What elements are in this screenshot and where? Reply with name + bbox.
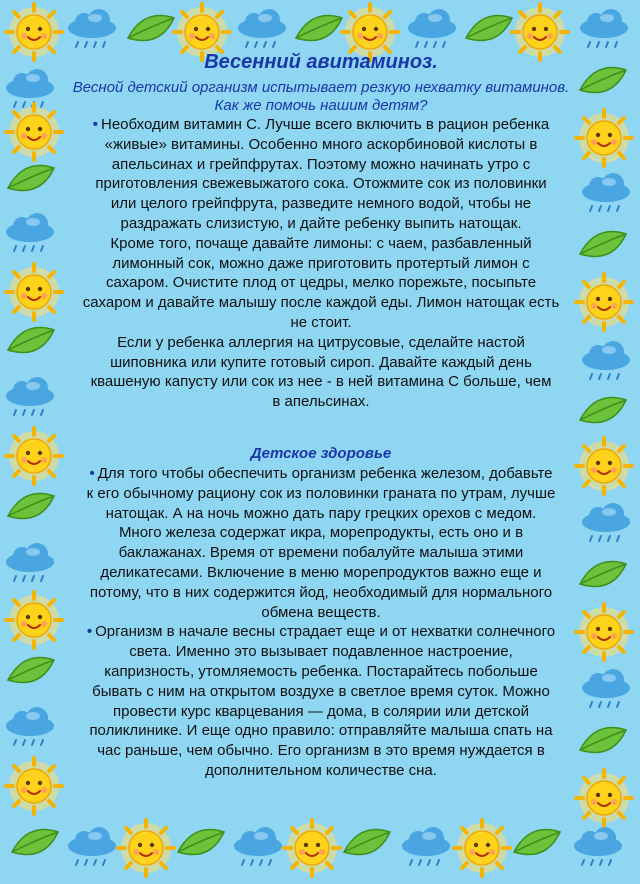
- leaf-icon: [128, 16, 174, 41]
- paragraph-line: дополнительном количестве сна.: [205, 761, 437, 779]
- paragraph-line: поликлинике. И еще одно правило: отправляйте малыша спать на: [89, 722, 553, 740]
- leaf-icon: [466, 16, 512, 41]
- paragraph-line: бывать с ним на открытом воздухе в светлое время суток. Можно: [92, 682, 550, 700]
- paragraph-line: час раньше, чем обычно. Его организм в это время нуждается в: [97, 742, 545, 760]
- rain-cloud-icon: [6, 213, 54, 251]
- paragraph-line: шиповника или купите готовый сироп. Давайте каждый день: [110, 353, 532, 371]
- rain-cloud-icon: [6, 543, 54, 581]
- rain-cloud-icon: [68, 9, 116, 47]
- paragraph-line: света. Именно это вызывает подавленное настроение,: [129, 643, 513, 661]
- leaf-icon: [344, 830, 390, 855]
- rain-cloud-icon: [574, 827, 622, 865]
- bullet-marker: •: [92, 116, 98, 133]
- leaf-icon: [8, 494, 54, 519]
- paragraph-line: Много железа содержат икра, морепродукты, есть оно и в: [118, 524, 524, 542]
- rain-cloud-icon: [234, 827, 282, 865]
- rain-cloud-icon: [408, 9, 456, 47]
- paragraph-line: сахаром и давайте малышу после каждой еды. Лимон натощак есть: [82, 294, 560, 312]
- leaf-icon: [8, 328, 54, 353]
- paragraph-line: к его обычному рациону сок из половинки граната по утрам, лучше: [86, 484, 556, 502]
- paragraph-line: Если у ребенка аллергия на цитрусовые, сделайте настой: [117, 333, 525, 351]
- sun-icon: [118, 820, 174, 876]
- paragraph-line: деликатесами. Включение в меню морепродуктов важно еще и: [100, 563, 542, 581]
- leaf-icon: [12, 830, 58, 855]
- leaf-icon: [514, 830, 560, 855]
- intro-line: Весной детский организм испытывает резкую нехватку витаминов.: [72, 79, 570, 96]
- paragraph-text: Для того чтобы обеспечить организм ребенка железом, добавьте: [97, 464, 553, 482]
- leaf-icon: [8, 658, 54, 683]
- sun-icon: [284, 820, 340, 876]
- paragraph-line: [54, 115, 588, 135]
- section-sunlight: [54, 622, 588, 780]
- paragraph-line: квашеную капусту или сок из нее - в ней витамина С больше, чем: [90, 373, 552, 391]
- paragraph-line: апельсинах и грейпфрутах. Поэтому можно начинать утро с: [111, 155, 531, 173]
- bullet-marker: •: [89, 464, 95, 482]
- paragraph-text: Организм в начале весны страдает еще и от нехватки солнечного: [95, 623, 556, 641]
- section-heading: Детское здоровье: [250, 444, 392, 462]
- rain-cloud-icon: [68, 827, 116, 865]
- rain-cloud-icon: [582, 503, 630, 541]
- intro-question: Как же помочь нашим детям?: [214, 97, 428, 114]
- paragraph-line: потому, что в них содержится йод, необходимый для нормального: [89, 583, 553, 601]
- paragraph-line: провести курс кварцевания — дома, в солярии или детской: [113, 702, 529, 720]
- paragraph-line: [54, 464, 588, 484]
- leaf-icon: [296, 16, 342, 41]
- rain-cloud-icon: [402, 827, 450, 865]
- paragraph-line: раздражать слизистую, и дайте ребенку выпить натощак.: [120, 214, 522, 232]
- rain-cloud-icon: [6, 377, 54, 415]
- rain-cloud-icon: [580, 9, 628, 47]
- article: [54, 50, 588, 781]
- page-title: Весенний авитаминоз.: [204, 51, 438, 73]
- leaf-icon: [178, 830, 224, 855]
- rain-cloud-icon: [238, 9, 286, 47]
- paragraph-line: в апельсинах.: [272, 393, 370, 411]
- section-vitamin-c: [54, 115, 588, 412]
- sun-icon: [454, 820, 510, 876]
- paragraph-line: баклажанах. Время от времени побалуйте малыша этими: [118, 544, 524, 562]
- paragraph-line: не стоит.: [290, 313, 352, 331]
- rain-cloud-icon: [582, 341, 630, 379]
- section-iron: [54, 464, 588, 622]
- rain-cloud-icon: [582, 669, 630, 707]
- leaf-icon: [8, 166, 54, 191]
- rain-cloud-icon: [6, 69, 54, 107]
- paragraph-line: сахаром. Очистите плод от цедры, мелко порежьте, посыпьте: [105, 274, 537, 292]
- paragraph-line: [54, 622, 588, 642]
- paragraph-line: лимонный сок, можно даже приготовить протертый лимон с: [112, 254, 530, 272]
- paragraph-line: Кроме того, почаще давайте лимоны: с чаем, разбавленный: [110, 234, 532, 252]
- paragraph-line: «живые» витамины. Особенно много аскорбиновой кислоты в: [104, 135, 538, 153]
- paragraph-line: приготовления свежевыжатого сока. Отожмите сок из половинки: [95, 175, 547, 193]
- paragraph-line: обмена веществ.: [261, 603, 381, 621]
- paragraph-text: Необходим витамин С. Лучше всего включить в рацион ребенка: [101, 116, 550, 133]
- bullet-marker: •: [86, 623, 93, 641]
- paragraph-line: или целого грейпфрута, разведите немного водой, чтобы не: [110, 195, 532, 213]
- paragraph-line: капризность, утомляемость ребенка. Постарайтесь побольше: [104, 662, 538, 680]
- rain-cloud-icon: [582, 173, 630, 211]
- paragraph-line: натощак. А на ночь можно дать пару грецких орехов с медом.: [105, 504, 537, 522]
- rain-cloud-icon: [6, 707, 54, 745]
